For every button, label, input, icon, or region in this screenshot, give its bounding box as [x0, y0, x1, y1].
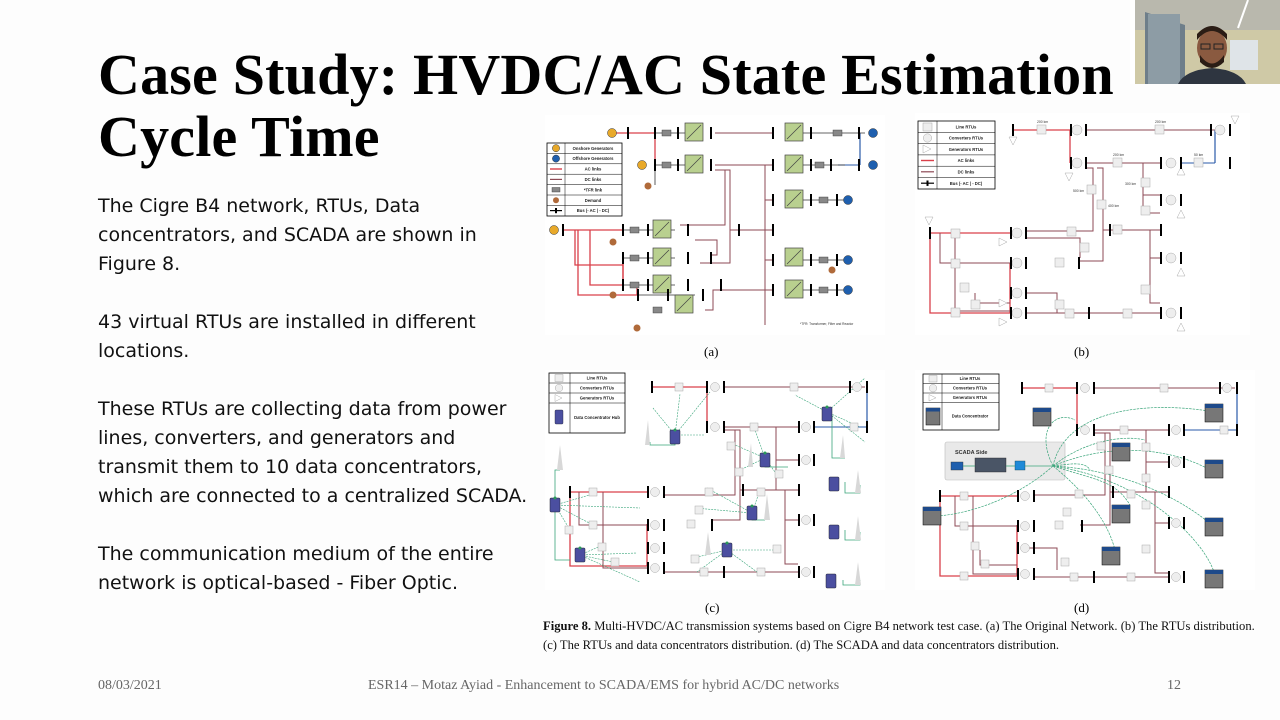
svg-text:400 km: 400 km: [1108, 204, 1120, 208]
figure-panel-a: [545, 115, 885, 335]
figure-caption: [543, 617, 1258, 655]
svg-text:50 km: 50 km: [1194, 153, 1204, 157]
network-diagram-original: [545, 115, 885, 335]
svg-text:Generators RTUs: Generators RTUs: [579, 395, 615, 401]
network-diagram-rtus: [915, 113, 1250, 335]
title-line-2: Cycle Time: [98, 104, 380, 169]
paragraph-2: 43 virtual RTUs are installed in different locations.: [98, 311, 476, 362]
panel-label-a: (a): [704, 344, 719, 359]
caption-label: Figure 8.: [543, 619, 592, 633]
footer-title: ESR14 – Motaz Ayiad - Enhancement to SCADA/EMS for hybrid AC/DC networks: [368, 678, 840, 693]
figure-panel-d: [915, 370, 1255, 590]
svg-text:Onshore Generators: Onshore Generators: [572, 145, 614, 151]
slide-number: 12: [1167, 678, 1181, 693]
webcam-overlay: [1130, 0, 1280, 84]
legend-b: [918, 121, 995, 189]
slide-body: [98, 192, 538, 627]
presenter-video-icon: [1130, 0, 1280, 84]
panel-label-d: (d): [1074, 600, 1090, 615]
footer-date: 08/03/2021: [98, 678, 162, 693]
figure-panel-c: [545, 370, 885, 590]
panel-label-c: (c): [705, 600, 720, 615]
paragraph-4: The communication medium of the entire network is optical-based - Fiber Optic.: [98, 543, 494, 594]
svg-text:200 km: 200 km: [1113, 153, 1125, 157]
svg-text:Converters RTUs: Converters RTUs: [952, 385, 988, 391]
svg-text:Offshore Generators: Offshore Generators: [572, 156, 614, 162]
svg-text:Line RTUs: Line RTUs: [959, 376, 981, 381]
svg-text:Data Concentrator Hub: Data Concentrator Hub: [574, 415, 620, 420]
svg-text:Generators RTUs: Generators RTUs: [952, 395, 988, 400]
svg-text:Generators RTUs: Generators RTUs: [948, 146, 984, 152]
svg-text:Line RTUs: Line RTUs: [586, 375, 608, 381]
svg-text:Converters RTUs: Converters RTUs: [948, 135, 984, 141]
network-diagram-concentrators: [545, 370, 885, 590]
svg-text:300 km: 300 km: [1125, 182, 1137, 186]
svg-text:500 km: 500 km: [1073, 189, 1085, 193]
paragraph-3: These RTUs are collecting data from power lines, converters, and generators and transmit them to 10 data concentrators, which are connected to a centralized SCADA.: [98, 398, 528, 507]
figure-panel-b: [915, 113, 1250, 335]
svg-text:Demand: Demand: [584, 197, 602, 203]
svg-text:DC links: DC links: [957, 169, 975, 175]
svg-text:*TFR: Transformer, Filter and: *TFR: Transformer, Filter and Reactor: [800, 322, 854, 326]
svg-text:200 km: 200 km: [1155, 120, 1167, 124]
svg-text:DC links: DC links: [584, 177, 602, 182]
svg-text:Line RTUs: Line RTUs: [955, 124, 977, 130]
panel-label-b: (b): [1074, 344, 1090, 359]
network-diagram-scada: [915, 370, 1255, 590]
title-line-1: Case Study: HVDC/AC State Estimation: [98, 42, 1114, 107]
legend-d: [923, 374, 999, 430]
svg-text:Bus (- AC | - DC): Bus (- AC | - DC): [576, 208, 610, 214]
svg-text:*TFR link: *TFR link: [583, 187, 603, 193]
paragraph-1: The Cigre B4 network, RTUs, Data concentrators, and SCADA are shown in Figure 8.: [98, 195, 477, 275]
svg-text:SCADA Side: SCADA Side: [955, 450, 988, 456]
svg-text:Bus (- AC | - DC): Bus (- AC | - DC): [949, 180, 983, 186]
legend-a: [547, 143, 622, 216]
svg-text:Data Concentrator: Data Concentrator: [951, 413, 989, 419]
svg-text:AC links: AC links: [957, 158, 975, 164]
caption-text: Multi-HVDC/AC transmission systems based on Cigre B4 network test case. (a) The Original Network. (b) The RTUs distribution. (c) The RTUs and data concentrators distribution. (d) The SCADA and data concentrators distribution.: [543, 619, 1255, 652]
svg-text:AC links: AC links: [584, 166, 602, 172]
svg-text:Converters RTUs: Converters RTUs: [579, 385, 615, 391]
svg-text:200 km: 200 km: [1037, 120, 1049, 124]
legend-c: [549, 373, 625, 433]
